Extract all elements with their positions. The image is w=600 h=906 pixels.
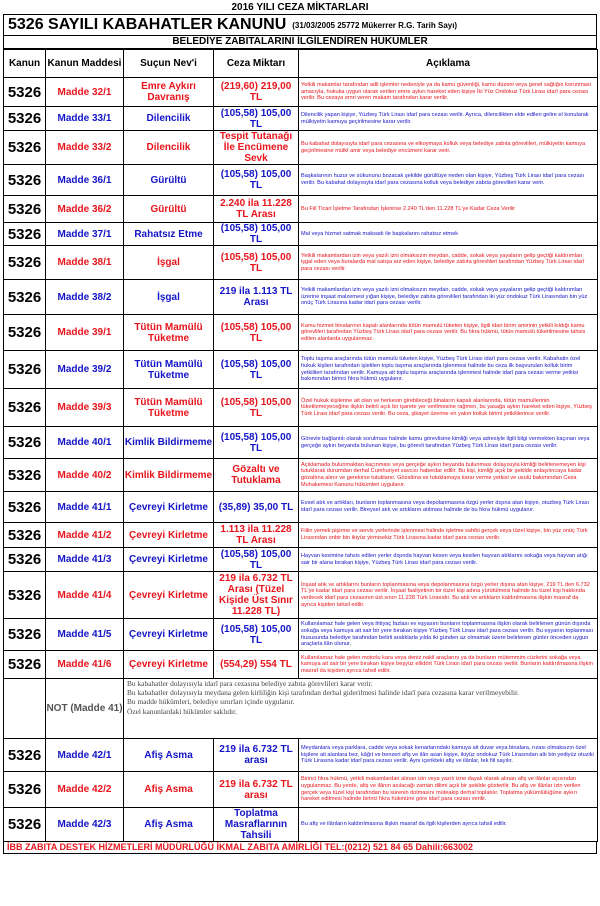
madde-cell: Madde 41/5: [46, 619, 124, 651]
kanun-cell: 5326: [4, 351, 46, 389]
offense-cell: Afiş Asma: [124, 808, 214, 842]
kanun-cell: 5326: [4, 459, 46, 492]
explanation-cell: Kullanılamaz hale gelen veya ihtiyaç fazlası ev eşyasını bunların toplanmasına ilişkin olarak belirlenen günün dışında sokağa veya kamuya ait sair bir yere bırakan kişiye Yüzbeş Türk Lirası idarî para cezası verilir. Bu eşyanın toplanması hususunda belediye tarafından belirli aralıklarla yılda iki günden az olmamak üzere belirlenen günler önceden uygun araçlarla ilân olunur.: [299, 619, 598, 651]
kanun-cell: 5326: [4, 772, 46, 808]
kanun-cell: 5326: [4, 492, 46, 523]
madde-cell: Madde 40/1: [46, 427, 124, 459]
penalty-cell: 1.113 ila 11.228 TL Arası: [214, 523, 299, 548]
madde-cell: Madde 41/6: [46, 651, 124, 679]
table-row: [4, 619, 598, 651]
table-row: [4, 351, 598, 389]
table-row: [4, 651, 598, 679]
table-row: [4, 107, 598, 131]
madde-cell: Madde 38/2: [46, 280, 124, 315]
kanun-cell: 5326: [4, 78, 46, 107]
kanun-cell: 5326: [4, 315, 46, 351]
offense-cell: Gürültü: [124, 165, 214, 196]
kanun-cell: 5326: [4, 107, 46, 131]
penalty-cell: (219,60) 219,00 TL: [214, 78, 299, 107]
col-madde: Kanun Maddesi: [46, 50, 124, 78]
explanation-cell: Yetkili makamlar tarafından adli işlemler nedeniyle ya da kamu güvenliği, kamu düzeni veya genel sağlığın korunması amacıyla, hukuka uygun olarak verilen emre aykırı hareket eden kişiye İki Yüz Ondokuz Türk Lirası idarî para cezası verilir. Bu cezaya emri veren makam tarafından karar verilir.: [299, 78, 598, 107]
table-row: [4, 739, 598, 772]
kanun-cell: 5326: [4, 651, 46, 679]
offense-cell: Tütün Mamülü Tüketme: [124, 389, 214, 427]
madde-cell: Madde 33/1: [46, 107, 124, 131]
table-row: [4, 280, 598, 315]
kanun-cell: 5326: [4, 165, 46, 196]
note-line: Özel kanunlardaki hükümler saklıdır.: [127, 706, 238, 716]
regulation-sheet: [3, 2, 597, 854]
kanun-cell: 5326: [4, 196, 46, 223]
penalty-cell: (105,58) 105,00 TL: [214, 107, 299, 131]
table-row: [4, 78, 598, 107]
penalty-cell: 2.240 ila 11.228 TL Arası: [214, 196, 299, 223]
offense-cell: Dilencilik: [124, 131, 214, 165]
explanation-cell: Kamu hizmet binalarının kapalı alanlarında tütün mamulü tüketen kişiye, ilgili idari birim amirinin yetkili kıldığı kamu görevlileri tarafından Yüzbeş Türk Lirası idarî para cezası verilir. Bu fıkra hükmü, tütün mamulü tüketilmesine tahsis edilen alanlarda uygulanmaz.: [299, 315, 598, 351]
penalty-cell: (105,58) 105,00 TL: [214, 548, 299, 572]
madde-cell: Madde 38/1: [46, 246, 124, 280]
kanun-cell: 5326: [4, 548, 46, 572]
madde-cell: Madde 32/1: [46, 78, 124, 107]
penalty-table: [3, 49, 598, 842]
table-row: [4, 246, 598, 280]
madde-cell: Madde 39/1: [46, 315, 124, 351]
explanation-cell: Görevle bağlantılı olarak sorulması halinde kamu görevlisine kimliği veya adresiyle ilgili bilgi vermekten kaçınan veya gerçeğe aykırı beyanda bulunan kişiye, bu görevli tarafından Yüzbeş Türk Lirası idarî para cezası verilir.: [299, 427, 598, 459]
note-row: [4, 679, 598, 739]
penalty-cell: 219 ila 6.732 TL arası: [214, 772, 299, 808]
kanun-cell: 5326: [4, 739, 46, 772]
penalty-cell: 219 ila 6.732 TL Arası (Tüzel Kişide Üst Sınır 11.228 TL): [214, 572, 299, 619]
offense-cell: Çevreyi Kirletme: [124, 548, 214, 572]
table-row: [4, 131, 598, 165]
table-row: [4, 808, 598, 842]
table-row: [4, 492, 598, 523]
table-row: [4, 196, 598, 223]
madde-cell: Madde 37/1: [46, 223, 124, 246]
offense-cell: Gürültü: [124, 196, 214, 223]
offense-cell: İşgal: [124, 246, 214, 280]
kanun-cell: 5326: [4, 280, 46, 315]
note-line: Bu kabahatler dolayısıyla idarî para cezasına belediye zabıta görevlileri karar verir.: [127, 679, 373, 688]
note-line: Bu kabahatler dolayısıyla meydana gelen kirliliğin kişi tarafından derhal giderilmesi halinde idarî para cezasına karar verilmeyebilir.: [127, 688, 519, 698]
offense-cell: Kimlik Bildirmeme: [124, 459, 214, 492]
kanun-cell: 5326: [4, 223, 46, 246]
explanation-cell: Bu kabahat dolayısıyla idarî para cezasına ve elkoymaya kolluk veya belediye zabıta görevlileri, mülkiyetin kamuya geçirilmesine mülkî amir veya belediye encümeni karar verir.: [299, 131, 598, 165]
explanation-cell: Yetkili makamlardan izin veya yazılı izni olmaksızın meydan, cadde, sokak veya yayaların gelip geçtiği kaldırımları üzerine inşaat malzemesi yığan kişiye, belediye zabıta görevlileri tarafından iki yüz ondokuz Türk Lirasından bin yüz onüç Türk Lirasına kadar idarî para cezası verilir.: [299, 280, 598, 315]
madde-cell: Madde 41/3: [46, 548, 124, 572]
madde-cell: Madde 41/1: [46, 492, 124, 523]
penalty-cell: (105,58) 105,00 TL: [214, 619, 299, 651]
law-title-bar: [3, 14, 597, 36]
law-date: (31/03/2005 25772 Mükerrer R.G. Tarih Sayı): [292, 20, 458, 30]
col-aciklama: Açıklama: [299, 50, 598, 78]
offense-cell: Kimlik Bildirmeme: [124, 427, 214, 459]
explanation-cell: Özel hukuk kişilerine ait olan ve herkesin girebileceği binaların kapalı alanlarında, tütün mamullerinin tüketilemeyeceğine ilişkin belirli açık bir işarete yer verilmesine rağmen, bu yasağa aykırı hareket eden kişiye, Yüzbeş Türk Lirası idarî para cezası verilir. Bu ceza, şikayet üzerine en yakın kolluk birimi yetkililerince verilir.: [299, 389, 598, 427]
penalty-cell: (105,58) 105,00 TL: [214, 427, 299, 459]
table-row: [4, 548, 598, 572]
law-title: 5326 SAYILI KABAHATLER KANUNU: [8, 16, 287, 33]
penalty-cell: (105,58) 105,00 TL: [214, 389, 299, 427]
madde-cell: Madde 41/4: [46, 572, 124, 619]
table-row: [4, 572, 598, 619]
kanun-cell: 5326: [4, 808, 46, 842]
penalty-cell: (105,58) 105,00 TL: [214, 165, 299, 196]
col-kanun: Kanun: [4, 50, 46, 78]
note-label: NOT (Madde 41): [46, 679, 124, 739]
col-suc: Suçun Nev'i: [124, 50, 214, 78]
madde-cell: Madde 39/3: [46, 389, 124, 427]
explanation-cell: Evsel atık ve artıkları, bunların toplanmasına veya depolanmasına özgü yerler dışına atan kişiye, otuzbeş Türk Lirası idarî para cezası verilir. Bireysel atık ve artıkların atılması halinde de bu fıkra hükmü uygulanır.: [299, 492, 598, 523]
table-row: [4, 165, 598, 196]
explanation-cell: Fiilin yemek pişirme ve servis yerlerinde işlenmesi halinde işletme sahibi gerçek veya tüzel kişiye, bin yüz onüç Türk Lirasından onbir bin ikiyüz yirmisekiz Türk Lirasına kadar idarî para cezası verilir.: [299, 523, 598, 548]
offense-cell: Afiş Asma: [124, 772, 214, 808]
table-row: [4, 523, 598, 548]
kanun-cell: 5326: [4, 427, 46, 459]
madde-cell: Madde 42/1: [46, 739, 124, 772]
penalty-cell: (35,89) 35,00 TL: [214, 492, 299, 523]
note-text: [124, 679, 598, 739]
penalty-cell: Toplatma Masraflarının Tahsili: [214, 808, 299, 842]
penalty-cell: 219 ila 6.732 TL arası: [214, 739, 299, 772]
kanun-cell: 5326: [4, 523, 46, 548]
kanun-cell: 5326: [4, 572, 46, 619]
header-row: [4, 50, 598, 78]
explanation-cell: Başkalarının huzur ve sükununu bozacak şekilde gürültüye neden olan kişiye, Yüzbeş Türk Lirası idarî para cezası verilir. Bu kabahat dolayısıyla idarî para cezasına kolluk veya belediye zabıta görevlileri karar verir.: [299, 165, 598, 196]
madde-cell: Madde 33/2: [46, 131, 124, 165]
explanation-cell: Hayvan kesimine tahsis edilen yerler dışında hayvan kesen veya kesilen hayvan atıklarını sokağa veya hayvan atığı sair bir alana bırakan kişiye, Yüzbeş Türk Lirası idarî para cezası verilir.: [299, 548, 598, 572]
penalty-cell: Gözaltı ve Tutuklama: [214, 459, 299, 492]
offense-cell: İşgal: [124, 280, 214, 315]
explanation-cell: Açıklamada bulunmaktan kaçınması veya gerçeğe aykırı beyanda bulunması dolayısıyla kimliği belirlenemeyen kişi tutuklarak durumdan derhal Cumhuriyet savcısı haberdar edilir. Bu kişi, kimliği açık bir şekilde anlaşılıncaya kadar gözaltına alınır ve gerekirse tutuklanır. Gözaltına ve tutuklamaya karar verme yetkisi ve usulü bakımından Ceza Muhakemesi Kanunu hükümleri uygulanır.: [299, 459, 598, 492]
offense-cell: Afiş Asma: [124, 739, 214, 772]
kanun-cell: [4, 679, 46, 739]
madde-cell: Madde 40/2: [46, 459, 124, 492]
explanation-cell: Kullanılamaz hale gelen motorlu kara veya deniz nakil araçlarını ya da bunların mütemmim cüzlerini sokağa veya kamuya ait sair bir yere bırakan kişiye beşyüz ellidört Türk Lirası idarî para cezası verilir. Bunların kaldırılmasına ilişkin masraf da kişiden ayrıca tahsil edilir.: [299, 651, 598, 679]
explanation-cell: Bu afiş ve ilânların kaldırılmasına ilişkin masraf da ilgili kişilerden ayrıca tahsil edilir.: [299, 808, 598, 842]
col-ceza: Ceza Miktarı: [214, 50, 299, 78]
madde-cell: Madde 42/3: [46, 808, 124, 842]
penalty-cell: (554,29) 554 TL: [214, 651, 299, 679]
explanation-cell: Yetkili makamlardan izin veya yazılı izni olmaksızın meydan, cadde, sokak veya yayaların gelip geçtiği kaldırımları işgal eden veya buralarda mal satışa arz eden kişiye, belediye zabıta görevlileri tarafından Yüzbeş Türk Lirası idarî para cezası verilir.: [299, 246, 598, 280]
offense-cell: Tütün Mamülü Tüketme: [124, 315, 214, 351]
year-title: 2016 YILI CEZA MİKTARLARI: [231, 2, 369, 13]
offense-cell: Çevreyi Kirletme: [124, 492, 214, 523]
offense-cell: Emre Aykırı Davranış: [124, 78, 214, 107]
kanun-cell: 5326: [4, 389, 46, 427]
section-subtitle: BELEDİYE ZABITALARINI İLGİLENDİREN HÜKÜMLER: [3, 36, 597, 49]
offense-cell: Çevreyi Kirletme: [124, 651, 214, 679]
madde-cell: Madde 41/2: [46, 523, 124, 548]
penalty-cell: (105,58) 105,00 TL: [214, 351, 299, 389]
explanation-cell: İnşaat atık ve artıklarını bunların toplanmasına veya depolanmasına özgü yerler dışına atan kişiye, 219 TL den 6.732 TL'ye kadar idarî para cezası verilir. İnşaat faaliyetinin bir tüzel kişi adına yürütülmesi halinde bu tüzel kişi hakkında verilecek idarî para cezasının üst sınırı 11.228 Türk Lirasıdır. Bu atık ve artıkların kaldırılmasına ilişkin masraf da ayrıca kişiden tahsil edilir.: [299, 572, 598, 619]
table-row: [4, 459, 598, 492]
footer-contact: İBB ZABITA DESTEK HİZMETLERİ MÜDÜRLÜĞÜ İKMAL ZABITA AMİRLİĞİ TEL:(0212) 521 84 65 Dahili:663002: [3, 842, 597, 854]
table-row: [4, 772, 598, 808]
madde-cell: Madde 36/2: [46, 196, 124, 223]
madde-cell: Madde 42/2: [46, 772, 124, 808]
penalty-cell: (105,58) 105,00 TL: [214, 246, 299, 280]
explanation-cell: Birinci fıkra hükmü, yetkili makamlardan alınan izin veya yazılı izne dayalı olarak alınan afiş ve ilânlar açısından uygulanmaz. Bu yerde, afiş ve ilânın asılacağı zaman dilimi açık bir şekilde gösterilir. Bu afiş ve ilânlar izin verilen gerçek veya tüzel kişi tarafından bu sürenin dolmasını müteakip derhal toplatılır. Toplatma yükümlülüğüne aykırı hareket edilmesi halinde birinci fıkra hükmüne göre idarî para cezası verilir.: [299, 772, 598, 808]
offense-cell: Dilencilik: [124, 107, 214, 131]
penalty-cell: (105,58) 105,00 TL: [214, 315, 299, 351]
explanation-cell: Mal veya hizmet satmak maksadı ile başkalarını rahatsız etmek: [299, 223, 598, 246]
penalty-cell: (105,58) 105,00 TL: [214, 223, 299, 246]
penalty-cell: 219 ila 1.113 TL Arası: [214, 280, 299, 315]
kanun-cell: 5326: [4, 131, 46, 165]
offense-cell: Çevreyi Kirletme: [124, 619, 214, 651]
table-row: [4, 389, 598, 427]
offense-cell: Çevreyi Kirletme: [124, 523, 214, 548]
explanation-cell: Dilencilik yapan kişiye, Yüzbeş Türk Lirası idarî para cezası verilir. Ayrıca, dilencilikten elde edilen gelire el konularak mülkiyetin kamuya geçirilmesine karar verilir.: [299, 107, 598, 131]
table-row: [4, 427, 598, 459]
explanation-cell: Bu Fiil Ticari İşletme Tarafından İşlenirse 2.240 TL'den 11.228 TL'ye Kadar Ceza Verilir: [299, 196, 598, 223]
note-line: Bu madde hükümleri, belediye sınırları içinde uygulanır.: [127, 697, 295, 707]
explanation-cell: Meydanlara veya parklara, cadde veya sokak kenarlarındaki kamuya ait duvar veya binalara, rızası olmaksızın özel kişilere ait alanlara bez, kâğıt ve benzeri afiş ve ilân asan kişiye, ikiyüz ondokuz Türk Lirasından altı bin yediyüz otuziki Türk Lirasına kadar idarî para cezası verilir. Aynı içerikteki afiş ve ilânlar, tek fiil sayılır.: [299, 739, 598, 772]
table-row: [4, 315, 598, 351]
offense-cell: Çevreyi Kirletme: [124, 572, 214, 619]
offense-cell: Tütün Mamülü Tüketme: [124, 351, 214, 389]
madde-cell: Madde 39/2: [46, 351, 124, 389]
kanun-cell: 5326: [4, 619, 46, 651]
kanun-cell: 5326: [4, 246, 46, 280]
explanation-cell: Toplu taşıma araçlarında tütün mamulü tüketen kişiye, Yüzbeş Türk Lirası idarî para cezası verilir. Kabahatin özel hukuk kişileri tarafından işletilen toplu taşıma araçlarında işlenmesi halinde bu ceza ilk başvurulan kolluk birim yetkilileri tarafından verilir. Kamuya ait toplu taşıma araçlarında işlenmesi halinde idarî para cezası verme yetkisi bakımından birinci fıkra hükmü uygulanır.: [299, 351, 598, 389]
madde-cell: Madde 36/1: [46, 165, 124, 196]
penalty-cell: Tespit Tutanağı İle Encümene Sevk: [214, 131, 299, 165]
table-row: [4, 223, 598, 246]
offense-cell: Rahatsız Etme: [124, 223, 214, 246]
